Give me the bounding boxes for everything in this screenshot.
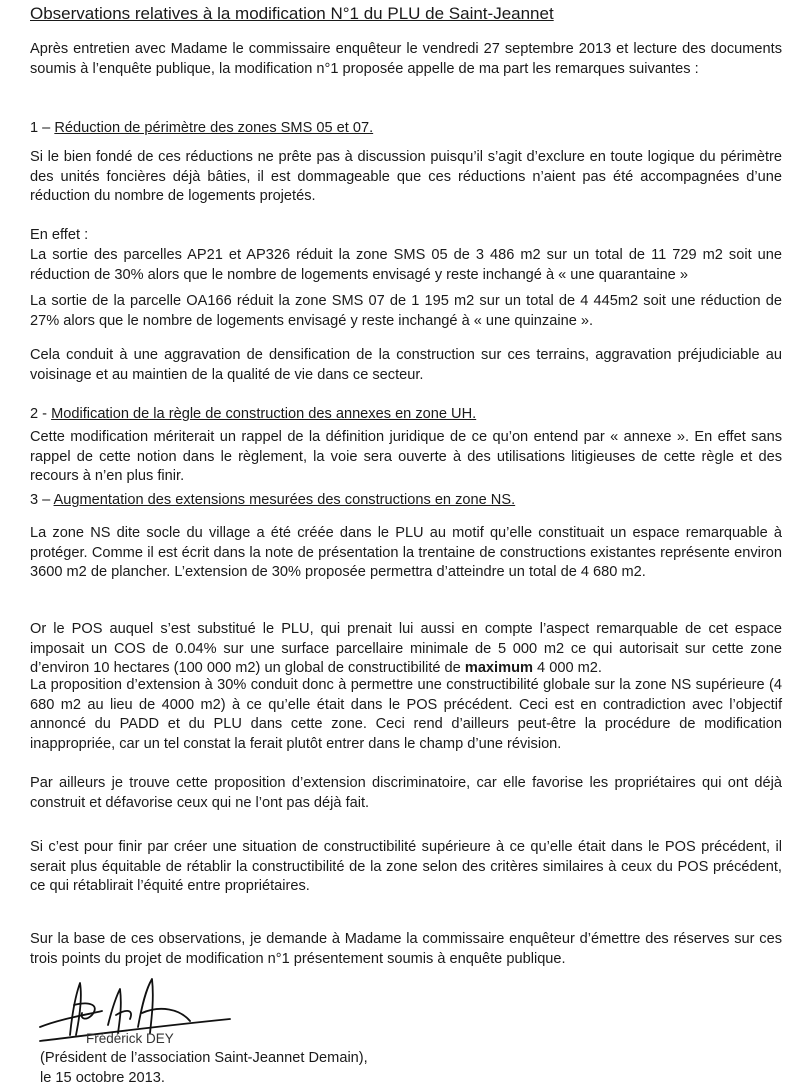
section-3-paragraph-2-end: 4 000 m2. (532, 660, 602, 676)
section-3-paragraph-2-text: Or le POS auquel s’est substitué le PLU, qui prenait lui aussi en compte l’aspect remarquable de cet espace imposait un COS de 0.04% sur une surface parcellaire minimale de 5 000 m2 ce qui autorisait sur cette zone d’environ 10 hectares (100 000 m2) un global de constructibilité de (30, 621, 782, 676)
signature-block (30, 975, 380, 1087)
section-3-paragraph-3: La proposition d’extension à 30% conduit donc à permettre une constructibilité globale sur la zone NS supérieure (4 680 m2 au lieu de 4000 m2) à ce qu’elle était dans le POS précédent. Ceci est en contradiction avec l’objectif annoncé du PADD et du PLU dans cette zone. Ceci rend d’ailleurs peut-être la procédure de modification inappropriée, car un tel constat la ferait plutôt entrer dans le champ d’une révision. (30, 677, 782, 752)
section-3-heading (30, 490, 515, 510)
section-1-en-effet: En effet : (30, 227, 89, 243)
document-title: Observations relatives à la modification N°1 du PLU de Saint-Jeannet (30, 4, 554, 23)
signer-name: Frédérick DEY (86, 1031, 174, 1046)
section-3-paragraph-5: Si c’est pour finir par créer une situation de constructibilité supérieure à ce qu’elle était dans le POS précédent, il serait plus équitable de rétablir la constructibilité de la zone selon des critères similaires à ceux du POS précédent, ce qui rétablirait l’équité entre propriétaires. (30, 839, 782, 894)
signer-role: (Président de l’association Saint-Jeannet Demain), (40, 1050, 368, 1066)
intro-paragraph: Après entretien avec Madame le commissaire enquêteur le vendredi 27 septembre 2013 et lecture des documents soumis à l’enquête publique, la modification n°1 proposée appelle de ma part les remarques suivantes : (30, 41, 782, 77)
signature-date: le 15 octobre 2013. (40, 1070, 165, 1086)
section-1-paragraph-2: La sortie des parcelles AP21 et AP326 réduit la zone SMS 05 de 3 486 m2 sur un total de 11 729 m2 soit une réduction de 30% alors que le nombre de logements envisagé y reste inchangé à « une quarantaine » (30, 247, 782, 283)
section-3-paragraph-2 (30, 620, 782, 679)
section-1-paragraph-3: La sortie de la parcelle OA166 réduit la zone SMS 07 de 1 195 m2 sur un total de 4 445m2 soit une réduction de 27% alors que le nombre de logements envisagé y reste inchangé à « une quinzaine ». (30, 293, 782, 329)
section-2-number: 2 - (30, 406, 52, 422)
maximum-emphasis: maximum (464, 660, 533, 676)
section-3-number: 3 – (30, 492, 54, 508)
section-3-title: Augmentation des extensions mesurées des constructions en zone NS. (53, 492, 516, 508)
section-1-paragraph-1: Si le bien fondé de ces réductions ne prête pas à discussion puisqu’il s’agit d’exclure en toute logique du périmètre des unités foncières déjà bâties, il est dommageable que ces réductions n’aient pas été accompagnées d’une réduction du nombre de logements projetés. (30, 149, 782, 204)
conclusion-paragraph: Sur la base de ces observations, je demande à Madame la commissaire enquêteur d’émettre des réserves sur ces trois points du projet de modification n°1 présentement soumis à enquête publique. (30, 931, 782, 967)
section-3-paragraph-4: Par ailleurs je trouve cette proposition d’extension discriminatoire, car elle favorise les propriétaires qui ont déjà construit et défavorise ceux qui ne l’ont pas déjà fait. (30, 775, 782, 811)
section-1-number: 1 – (30, 120, 55, 136)
section-2-paragraph-1: Cette modification mériterait un rappel de la définition juridique de ce qu’on entend par « annexe ». En effet sans rappel de cette notion dans le règlement, la voie sera ouverte à des utilisations litigieuses de cette règle et des recours à n’en plus finir. (30, 429, 782, 484)
section-1-paragraph-4: Cela conduit à une aggravation de densification de la construction sur ces terrains, aggravation préjudiciable au voisinage et au maintien de la qualité de vie dans ce secteur. (30, 347, 782, 383)
section-1-heading (30, 118, 373, 138)
section-1-title: Réduction de périmètre des zones SMS 05 et 07. (54, 120, 374, 136)
section-3-paragraph-1: La zone NS dite socle du village a été créée dans le PLU au motif qu’elle constituait un espace remarquable à protéger. Comme il est écrit dans la note de présentation la trentaine de constructions existantes représente environ 3600 m2 de plancher. L’extension de 30% proposée permettra d’atteindre un total de 4 680 m2. (30, 525, 782, 580)
section-2-title: Modification de la règle de construction des annexes en zone UH. (51, 406, 477, 422)
section-2-heading (30, 404, 476, 424)
